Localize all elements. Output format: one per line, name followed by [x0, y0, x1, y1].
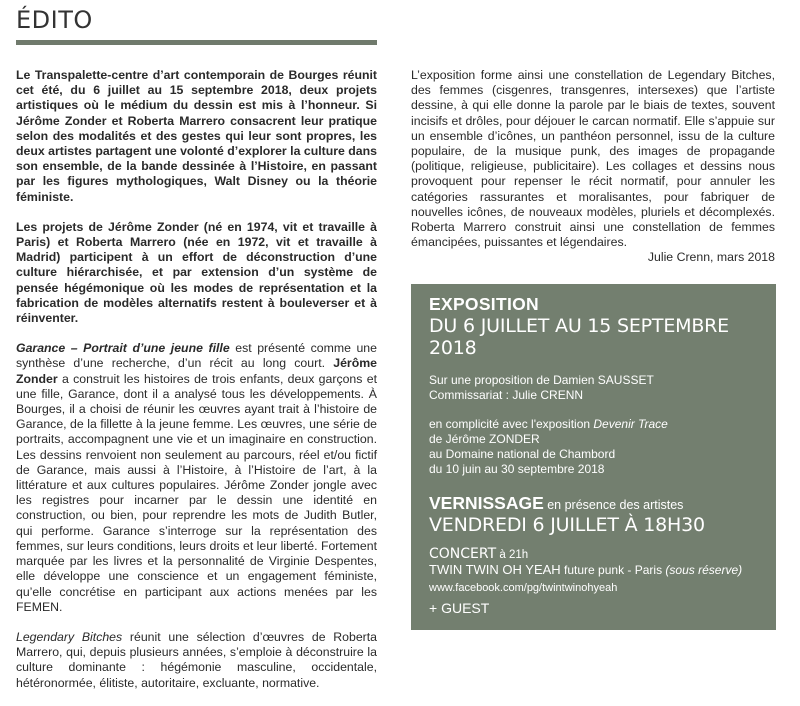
- garance-text-b: a construit les histoires de trois enfants, deux garçons et une fille, Garance, dont il a analysé tous les développements. À Bourges, il a choisi de réunir les œuvres ayant trait à l’histoire de Garance, de la fillette à la jeune femme. Les œuvres, une série de portraits, accompagnent une vie et un imaginaire en construction. Les dessins renvoient non seulement au parcours, réel et/ou fictif de Garance, mais aussi à l’Histoire, à l’Histoire de l’art, à la littérature et aux cultures populaires. Jérôme Zonder jongle avec les registres pour incarner par le dessin une identité en construction, ou bien, pour reprendre les mots de Judith Butler, qui performe. Garance s’interroge sur la représentation des femmes, sur leurs conditions, leurs droits et leur liberté. Fortement marquée par les livres et la personnalité de Virginie Despentes, elle développe une conscience et un engagement féministe, qu’elle concrétise en participant aux actions menées par les FEMEN.: [16, 371, 377, 614]
- garance-title: Garance – Portrait d’une jeune fille: [16, 341, 230, 356]
- legendary-paragraph: [16, 630, 377, 691]
- band-desc: future punk - Paris: [560, 563, 666, 577]
- legendary-text-b: , qui, depuis plusieurs années, s’emploie à déconstruire la culture dominante : hégémonie masculine, occidentale, hétéronormée, élitiste, autoritaire, excluante, normative.: [16, 645, 377, 690]
- intro-paragraph: Le Transpalette-centre d’art contemporain de Bourges réunit cet été, du 6 juillet au 15 septembre 2018, deux projets artistiques où le médium du dessin est mis à l’honneur. Si Jérôme Zonder et Roberta Marrero consacrent leur pratique selon des modalités et des gestes qui leur sont propres, les deux artistes partagent une volonté d’explorer la culture dans son ensemble, de la bande dessinée à l’Histoire, en passant par les figures mythologiques, Walt Disney ou la théorie féministe.: [16, 68, 377, 204]
- right-column: [411, 68, 775, 281]
- concert-label: CONCERT: [429, 546, 497, 562]
- signature: Julie Crenn, mars 2018: [647, 250, 775, 265]
- page-title: ÉDITO: [16, 6, 93, 34]
- proposal-line: Sur une proposition de Damien SAUSSET: [429, 373, 654, 387]
- band-name: TWIN TWIN OH YEAH: [429, 562, 561, 577]
- title-rule: [16, 40, 377, 45]
- complicity-dates: du 10 juin au 30 septembre 2018: [429, 462, 605, 476]
- exhibition-info-box: [411, 284, 776, 630]
- complicity-place: au Domaine national de Chambord: [429, 447, 616, 461]
- complicity-artist: de Jérôme ZONDER: [429, 432, 540, 446]
- guest-line: + GUEST: [429, 600, 490, 616]
- complicity-line: [429, 417, 758, 432]
- vernissage-line: [429, 493, 758, 514]
- complicity-text: en complicité avec l'exposition: [429, 417, 594, 431]
- facebook-link[interactable]: www.facebook.com/pg/twintwinohyeah: [429, 582, 618, 594]
- concert-time: à 21h: [496, 549, 529, 561]
- legendary-title: Legendary Bitches: [16, 629, 123, 644]
- curator-line: Commissariat : Julie CRENN: [429, 388, 584, 402]
- concert-line: [429, 546, 758, 562]
- legendary-artist: Roberta Marrero: [16, 629, 378, 660]
- exhibition-dates: DU 6 JUILLET AU 15 SEPTEMBRE 2018: [429, 315, 729, 359]
- band-note: (sous réserve): [665, 563, 743, 577]
- exhibition-paragraph: L’exposition forme ainsi une constellation de Legendary Bitches, des femmes (cisgenres, transgenres, intersexes) que l’artiste dessine, à qui elle donne la parole par le biais de textes, souvent incisifs et drôles, pour déjouer le carcan normatif. Elle s’appuie sur un ensemble d’icônes, un panthéon personnel, issu de la culture populaire, de la musique punk, des images de propagande (politique, religieuse, publicitaire). Les collages et dessins nous provoquent pour repenser le récit normatif, pour annuler les catégories rassurantes et moralisantes, pour fabriquer de nouvelles icônes, de nouveaux modèles, pluriels et décomplexés. Roberta Marrero construit ainsi une constellation de femmes émancipées, puissantes et légendaires.: [411, 68, 775, 250]
- vernissage-sub: en présence des artistes: [543, 498, 684, 512]
- left-column: [16, 68, 377, 706]
- garance-text-a: est présenté comme une synthèse d’une recherche, d’un récit au long court.: [16, 341, 377, 371]
- vernissage-date: VENDREDI 6 JUILLET À 18H30: [429, 514, 705, 536]
- complicity-title: Devenir Trace: [593, 417, 668, 431]
- legendary-text-a: réunit une sélection d’œuvres de: [122, 629, 334, 644]
- artists-paragraph: Les projets de Jérôme Zonder (né en 1974, vit et travaille à Paris) et Roberta Marrero (née en 1972, vit et travaille à Madrid) participent à un effort de déconstruction d’une culture hiérarchisée, et par extension d’un système de pensée hégémonique où les modes de représentation et la fabrication de modèles alternatifs restent à bouleverser et à réinventer.: [16, 219, 377, 326]
- exhibition-heading: EXPOSITION: [429, 294, 539, 314]
- garance-paragraph: [16, 341, 377, 615]
- band-line: [429, 562, 758, 577]
- vernissage-label: VERNISSAGE: [429, 493, 544, 513]
- garance-artist: Jérôme Zonder: [16, 356, 377, 386]
